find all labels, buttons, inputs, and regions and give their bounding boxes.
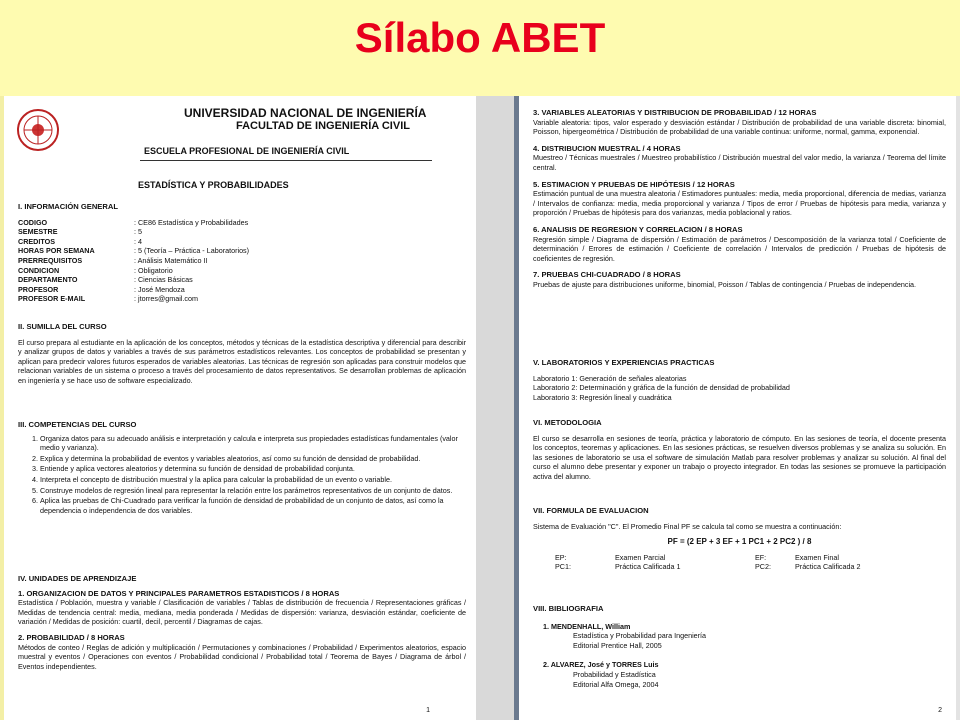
unit-title: 1. ORGANIZACION DE DATOS Y PRINCIPALES PARAMETROS ESTADISTICOS / 8 HORAS (18, 588, 340, 598)
unit-title: 4. DISTRIBUCION MUESTRAL / 4 HORAS (533, 143, 681, 153)
info-row: CODIGO : CE86 Estadística y Probabilidades (18, 217, 249, 227)
list-item: 5. Construye modelos de regresión lineal para representar la relación entre los parámetros representativos de un conjunto de datos. (40, 486, 466, 496)
section-heading: IV. UNIDADES DE APRENDIZAJE (18, 574, 137, 583)
info-row: PRERREQUISITOS : Análisis Matemático II (18, 255, 208, 265)
eval-formula: PF = (2 EP + 3 EF + 1 PC1 + 2 PC2 ) / 8 (667, 537, 812, 547)
unit-title: 6. ANALISIS DE REGRESION Y CORRELACION / 8 HORAS (533, 224, 743, 234)
unit-title: 5. ESTIMACION Y PRUEBAS DE HIPÓTESIS / 12 HORAS (533, 179, 735, 189)
section-heading: VII. FORMULA DE EVALUACION (533, 506, 649, 515)
competencias-list (18, 434, 466, 516)
info-row: CONDICION : Obligatorio (18, 265, 173, 275)
unit-text: Regresión simple / Diagrama de dispersión / Estimación de parámetros / Descomposición de la varianza total / Coeficiente de determinación / Errores de estimación / Coeficiente de correlación / Intervalos de predicción / Pruebas de hipótesis de coeficientes de regresión. (533, 234, 946, 263)
faculty-name: FACULTAD DE INGENIERÍA CIVIL (236, 120, 410, 132)
section-bibliografia (533, 604, 946, 689)
section-heading: VI. METODOLOGIA (533, 418, 602, 427)
eval-legend: EP: Examen Parcial EF: Examen Final PC1: Práctica Calificada 1 PC2: Práctica Calificada 2 (555, 552, 861, 572)
info-row: PROFESOR E-MAIL : jtorres@gmail.com (18, 294, 199, 304)
section-laboratorios (533, 358, 946, 402)
slide-header (0, 0, 960, 96)
page-number: 1 (426, 707, 430, 714)
section-sumilla (18, 322, 466, 386)
bib-publisher: Editorial Prentice Hall, 2005 (573, 640, 662, 650)
list-item: Laboratorio 1: Generación de señales aleatorias (533, 373, 687, 383)
section-heading: VIII. BIBLIOGRAFIA (533, 604, 604, 613)
page-gap (476, 96, 519, 720)
info-row: CREDITOS : 4 (18, 236, 142, 246)
info-row: DEPARTAMENTO : Ciencias Básicas (18, 275, 193, 285)
page-number: 2 (938, 707, 942, 714)
section-unidades-cont (533, 108, 946, 290)
slide-title: Sílabo ABET (354, 14, 606, 61)
unit-text: Estadística / Población, muestra y variable / Clasificación de variables / Tablas de distribución de frecuencia / Representaciones gráficas / Medidas de tendencia central: media, mediana, media ponderada / Medidas de dispersión: varianza, desviación estándar, coeficiente de variación / Medidas de posición: cuartil, decil, percentil / Diagramas de cajas. (18, 598, 466, 627)
unit-text: Pruebas de ajuste para distribuciones uniforme, binomial, Poisson / Tablas de contingencia / Pruebas de independencia. (533, 279, 917, 289)
section-heading: I. INFORMACIÓN GENERAL (18, 202, 118, 211)
bib-author: 2. ALVAREZ, José y TORRES Luis (543, 660, 659, 670)
document-page-1 (4, 96, 476, 720)
info-row: PROFESOR : José Mendoza (18, 284, 185, 294)
section-metodologia (533, 418, 946, 482)
unit-text: Variable aleatoria: tipos, valor esperado y desviación estándar / Distribución de probabilidad de una variable discreta: binomial, Poisson, hipergeométrica / Distribución de probabilidad de una variable continua: uniforme, normal, gamma, exponencial. (533, 117, 946, 137)
bib-title: Probabilidad y Estadística (573, 669, 656, 679)
list-item: Laboratorio 2: Determinación y gráfica de la función de densidad de probabilidad (533, 383, 790, 393)
list-item: Laboratorio 3: Regresión lineal y cuadrática (533, 392, 672, 402)
university-name: UNIVERSIDAD NACIONAL DE INGENIERÍA (184, 106, 427, 120)
course-title: ESTADÍSTICA Y PROBABILIDADES (138, 180, 289, 190)
school-name: ESCUELA PROFESIONAL DE INGENIERÍA CIVIL (144, 146, 350, 156)
unit-title: 3. VARIABLES ALEATORIAS Y DISTRIBUCION DE PROBABILIDAD / 12 HORAS (533, 108, 817, 117)
frame-right (956, 96, 960, 720)
university-seal-icon (16, 106, 60, 158)
list-item: 4. Interpreta el concepto de distribución muestral y la aplica para calcular la probabilidad de un evento o variable. (40, 475, 466, 485)
list-item: 1. Organiza datos para su adecuado análisis e interpretación y calcula e interpreta sus propiedades estadísticas fundamentales (valor medio y varianza). (40, 434, 466, 453)
unit-title: 7. PRUEBAS CHI-CUADRADO / 8 HORAS (533, 270, 681, 280)
unit-text: Estimación puntual de una muestra aleatoria / Estimadores puntuales: media, media proporcional, diferencia de medias, varianza / Intervalos de confianza: media, media proporcional y varianza / Tipos de error / Pruebas de hipótesis para media, varianza y proporción / Pruebas de hipótesis para dos varianzas, media poblacional y ratios. (533, 189, 946, 218)
section-evaluacion (533, 506, 946, 572)
list-item: 6. Aplica las pruebas de Chi-Cuadrado para verificar la función de densidad de probabilidad de un conjunto de datos, así como la dependencia o independencia de dos variables. (40, 496, 466, 515)
bib-author: 1. MENDENHALL, William (543, 621, 631, 631)
section-unidades (18, 574, 466, 671)
info-row: HORAS POR SEMANA : 5 (Teoría – Práctica - Laboratorios) (18, 246, 250, 256)
eval-intro: Sistema de Evaluación "C". El Promedio Final PF se calcula tal como se muestra a continuación: (533, 521, 842, 531)
section-heading: II. SUMILLA DEL CURSO (18, 322, 107, 331)
section-competencias (18, 420, 466, 516)
section-heading: III. COMPETENCIAS DEL CURSO (18, 420, 137, 429)
unit-title: 2. PROBABILIDAD / 8 HORAS (18, 632, 125, 642)
section-general-info (18, 202, 466, 304)
metodologia-text: El curso se desarrolla en sesiones de teoría, práctica y laboratorio de cómputo. En las sesiones de teoría, el docente presenta los conceptos, teoremas y aplicaciones. En las sesiones prácticas, se resuelven diversos problemas y se analiza su solución. En las sesiones de laboratorio se usa el software de simulación Matlab para resolver problemas y analizar su solución. Al final del curso el alumno debe presentar y exponer un trabajo o proyecto integrador. En todas las sesiones se promueve la participación activa del alumno. (533, 433, 946, 481)
bib-publisher: Editorial Alfa Omega, 2004 (573, 679, 659, 689)
list-item: 2. Explica y determina la probabilidad de eventos y variables aleatorios, así como su función de densidad de probabilidad. (40, 454, 466, 464)
info-row: SEMESTRE : 5 (18, 227, 142, 237)
header-rule (140, 160, 432, 161)
section-heading: V. LABORATORIOS Y EXPERIENCIAS PRACTICAS (533, 358, 715, 367)
document-page-2 (519, 96, 956, 720)
sumilla-text: El curso prepara al estudiante en la aplicación de los conceptos, métodos y técnicas de la estadística descriptiva y diferencial para describir y analizar grupos de datos y variables a través de sus parámetros estadísticos relevantes. Los conceptos de probabilidad se presentan y aplican para predecir valores futuros esperados de variables aleatorias. Las técnicas de regresión son aplicadas para construir modelos que relacionan variables de un sistema o proceso a través del procesamiento de datos representativos. Se desarrollan problemas de aplicación en ingeniería y se hace uso de software especializado. (18, 337, 466, 385)
unit-text: Métodos de conteo / Reglas de adición y multiplicación / Permutaciones y combinaciones / Probabilidad / Experimentos aleatorios, espacio muestral y eventos / Operaciones con eventos / Probabilidad condicional / Probabilidad total / Teorema de Bayes / Diagrama de árbol / Eventos independientes. (18, 642, 466, 671)
list-item: 3. Entiende y aplica vectores aleatorios y determina su función de densidad de probabilidad conjunta. (40, 464, 466, 474)
unit-text: Muestreo / Técnicas muestrales / Muestreo probabilístico / Distribución muestral del valor medio, la varianza / Teorema del límite central. (533, 153, 946, 172)
bib-title: Estadística y Probabilidad para Ingeniería (573, 631, 707, 641)
